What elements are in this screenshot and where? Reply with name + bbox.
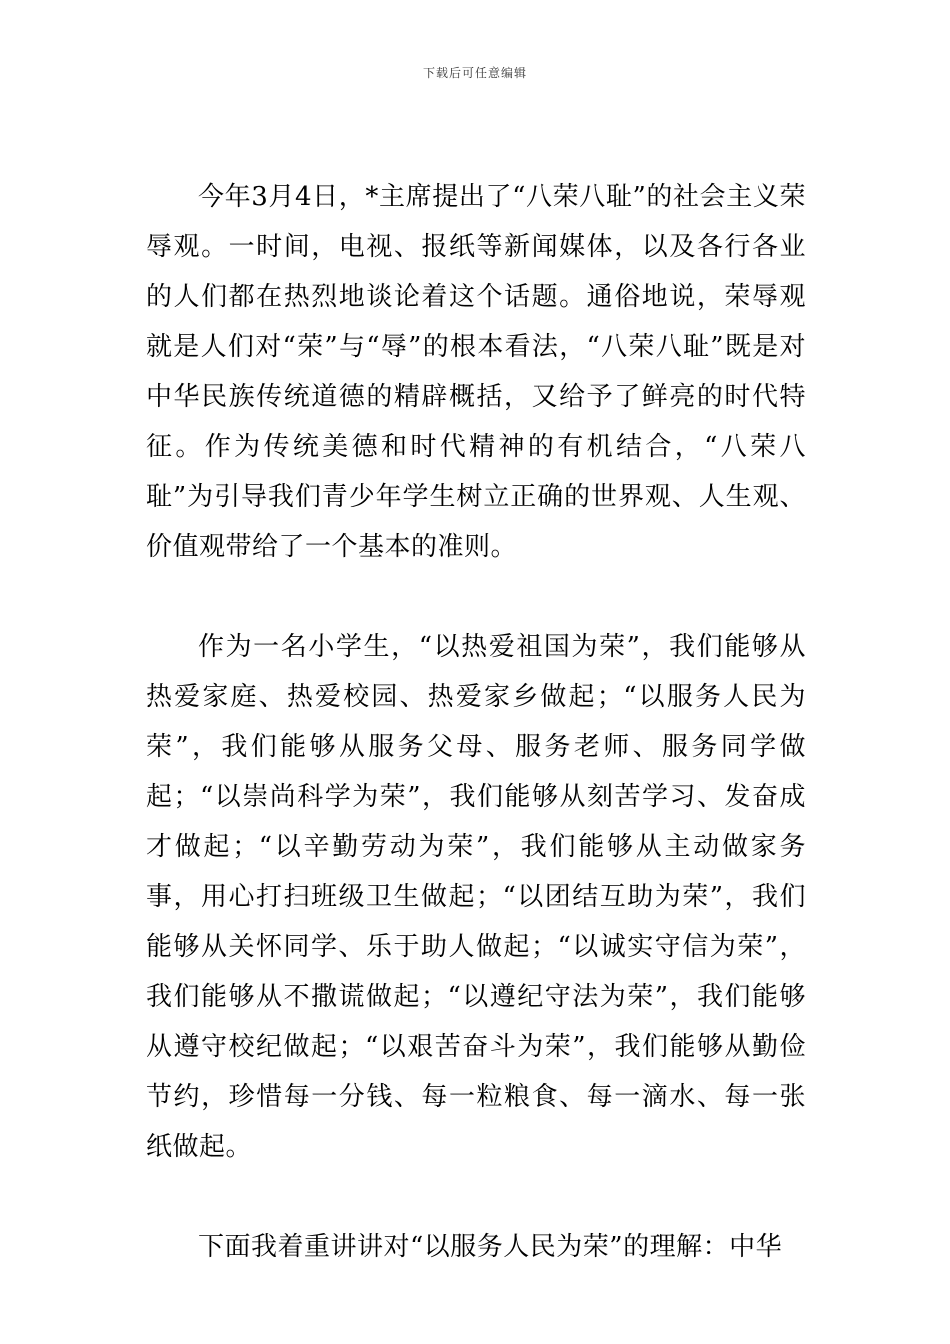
document-body — [146, 172, 806, 1272]
header-note: 下载后可任意编辑 — [422, 66, 527, 80]
paragraph-2: 作为一名小学生，“以热爱祖国为荣”，我们能够从热爱家庭、热爱校园、热爱家乡做起；“以服务人民为荣”，我们能够从服务父母、服务老师、服务同学做起；“以崇尚科学为荣”，我们能够从刻苦学习、发奋成才做起；“以辛勤劳动为荣”，我们能够从主动做家务事，用心打扫班级卫生做起；“以团结互助为荣”，我们能够从关怀同学、乐于助人做起；“以诚实守信为荣”，我们能够从不撒谎做起；“以遵纪守法为荣”，我们能够从遵守校纪做起；“以艰苦奋斗为荣”，我们能够从勤俭节约，珍惜每一分钱、每一粒粮食、每一滴水、每一张纸做起。 — [146, 632, 806, 1162]
paragraph-1: 今年3月4日，*主席提出了“八荣八耻”的社会主义荣辱观。一时间，电视、报纸等新闻媒体，以及各行各业的人们都在热烈地谈论着这个话题。通俗地说，荣辱观就是人们对“荣”与“辱”的根本看法，“八荣八耻”既是对中华民族传统道德的精辟概括，又给予了鲜亮的时代特征。作为传统美德和时代精神的有机结合，“八荣八耻”为引导我们青少年学生树立正确的世界观、人生观、价值观带给了一个基本的准则。 — [146, 182, 806, 562]
paragraph-3: 下面我着重讲讲对“以服务人民为荣”的理解：中华 — [198, 1232, 783, 1262]
